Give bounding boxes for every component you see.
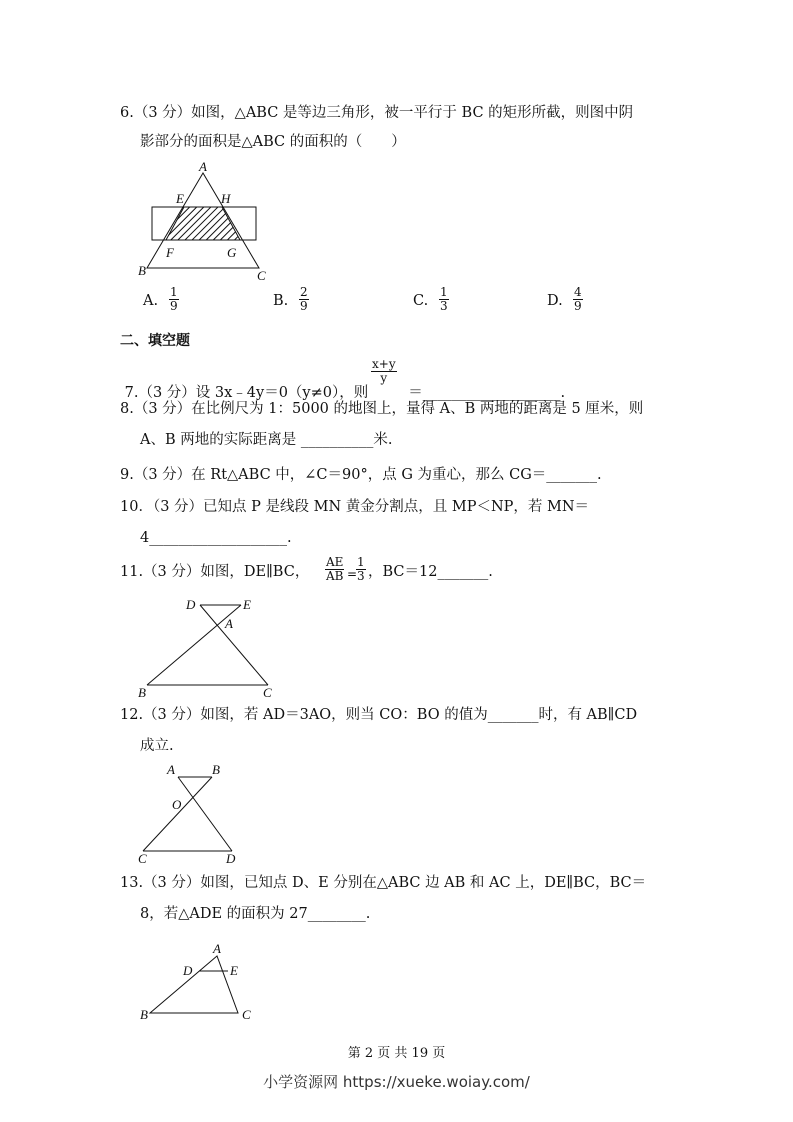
label-a: A <box>225 616 233 631</box>
denominator: y <box>380 371 388 385</box>
denominator: 9 <box>574 299 582 313</box>
page-footer: 第 2 页 共 19 页 <box>347 1046 446 1061</box>
label-b: B <box>140 1007 148 1022</box>
label-a: A <box>213 941 221 956</box>
numerator: 1 <box>170 285 178 299</box>
q13-figure <box>140 941 251 1022</box>
label-d: D <box>183 963 193 978</box>
q11-pre: 11.（3 分）如图，DE∥BC， <box>120 564 310 580</box>
q6-line2: 影部分的面积是△ABC 的面积的（ ） <box>140 134 406 150</box>
q7-fraction <box>371 358 397 385</box>
label-b: B <box>212 762 220 777</box>
q8-line1: 8.（3 分）在比例尺为 1：5000 的地图上，量得 A、B 两地的距离是 5 厘米，则 <box>120 401 644 417</box>
label-h: H <box>221 191 231 206</box>
q10-line1: 10．（3 分）已知点 P 是线段 MN 黄金分割点，且 MP＜NP，若 MN＝ <box>120 499 590 515</box>
shaded-region <box>166 207 240 240</box>
denominator: 9 <box>170 299 178 313</box>
numerator: 1 <box>357 555 365 569</box>
option-fraction <box>299 286 309 313</box>
q6-line1: 6.（3 分）如图，△ABC 是等边三角形，被一平行于 BC 的矩形所截，则图中阴 <box>120 105 634 121</box>
q12-line1: 12.（3 分）如图，若 AD＝3AO，则当 CO：BO 的值为_______时，有 AB∥CD <box>120 707 638 723</box>
label-o: O <box>172 797 182 812</box>
denominator: AB <box>325 569 344 583</box>
label-c: C <box>257 268 266 283</box>
option-fraction <box>169 286 179 313</box>
q11-equals: = <box>347 567 358 581</box>
q13-line2: 8，若△ADE 的面积为 27________. <box>140 906 371 922</box>
label-c: C <box>242 1007 251 1022</box>
label-a: A <box>199 159 207 174</box>
q12-line2: 成立. <box>140 738 174 754</box>
numerator: AE <box>326 555 344 569</box>
q13-line1: 13.（3 分）如图，已知点 D、E 分别在△ABC 边 AB 和 AC 上，DE∥BC，BC＝ <box>120 875 647 891</box>
label-e: E <box>176 191 184 206</box>
denominator: 3 <box>357 569 365 583</box>
label-c: C <box>138 851 147 866</box>
option-label: A. <box>143 293 159 309</box>
label-d: D <box>226 851 236 866</box>
option-a[interactable] <box>143 292 158 310</box>
option-c[interactable] <box>413 292 428 310</box>
label-e: E <box>230 963 238 978</box>
option-label: B. <box>273 293 289 309</box>
q8-line2: A、B 两地的实际距离是 __________米. <box>140 432 393 448</box>
q12-figure <box>138 762 236 866</box>
q11-figure <box>138 597 272 700</box>
q10-line2: 4___________________. <box>140 530 292 546</box>
label-e: E <box>243 597 251 612</box>
label-b: B <box>138 263 146 278</box>
section-heading: 二、填空题 <box>120 333 190 349</box>
q11-fraction-ae-ab <box>325 556 344 583</box>
label-d: D <box>186 597 196 612</box>
label-g: G <box>227 245 237 260</box>
label-f: F <box>166 245 174 260</box>
denominator: 9 <box>300 299 308 313</box>
q7-text <box>120 366 565 402</box>
q7-post: ＝___________________. <box>408 385 566 401</box>
q6-figure <box>138 159 266 283</box>
q11-post: ，BC＝12_______. <box>368 564 493 580</box>
option-fraction <box>439 286 449 313</box>
option-d[interactable] <box>547 292 563 310</box>
option-label: D. <box>547 293 563 309</box>
label-a: A <box>167 762 175 777</box>
q7-pre: 7.（3 分）设 3x﹣4y＝0（y≠0），则 <box>124 385 369 401</box>
numerator: 1 <box>440 285 448 299</box>
label-c: C <box>263 685 272 700</box>
numerator: 2 <box>300 285 308 299</box>
denominator: 3 <box>440 299 448 313</box>
q11-fraction-1-3 <box>356 556 366 583</box>
q9-line1: 9.（3 分）在 Rt△ABC 中，∠C＝90°，点 G 为重心，那么 CG＝_______. <box>120 467 602 483</box>
numerator: 4 <box>574 285 582 299</box>
watermark: 小学资源网 https://xueke.woiay.com/ <box>263 1073 530 1091</box>
option-b[interactable] <box>273 292 288 310</box>
label-b: B <box>138 685 146 700</box>
option-label: C. <box>413 293 429 309</box>
numerator: x+y <box>372 357 396 371</box>
option-fraction <box>573 286 583 313</box>
